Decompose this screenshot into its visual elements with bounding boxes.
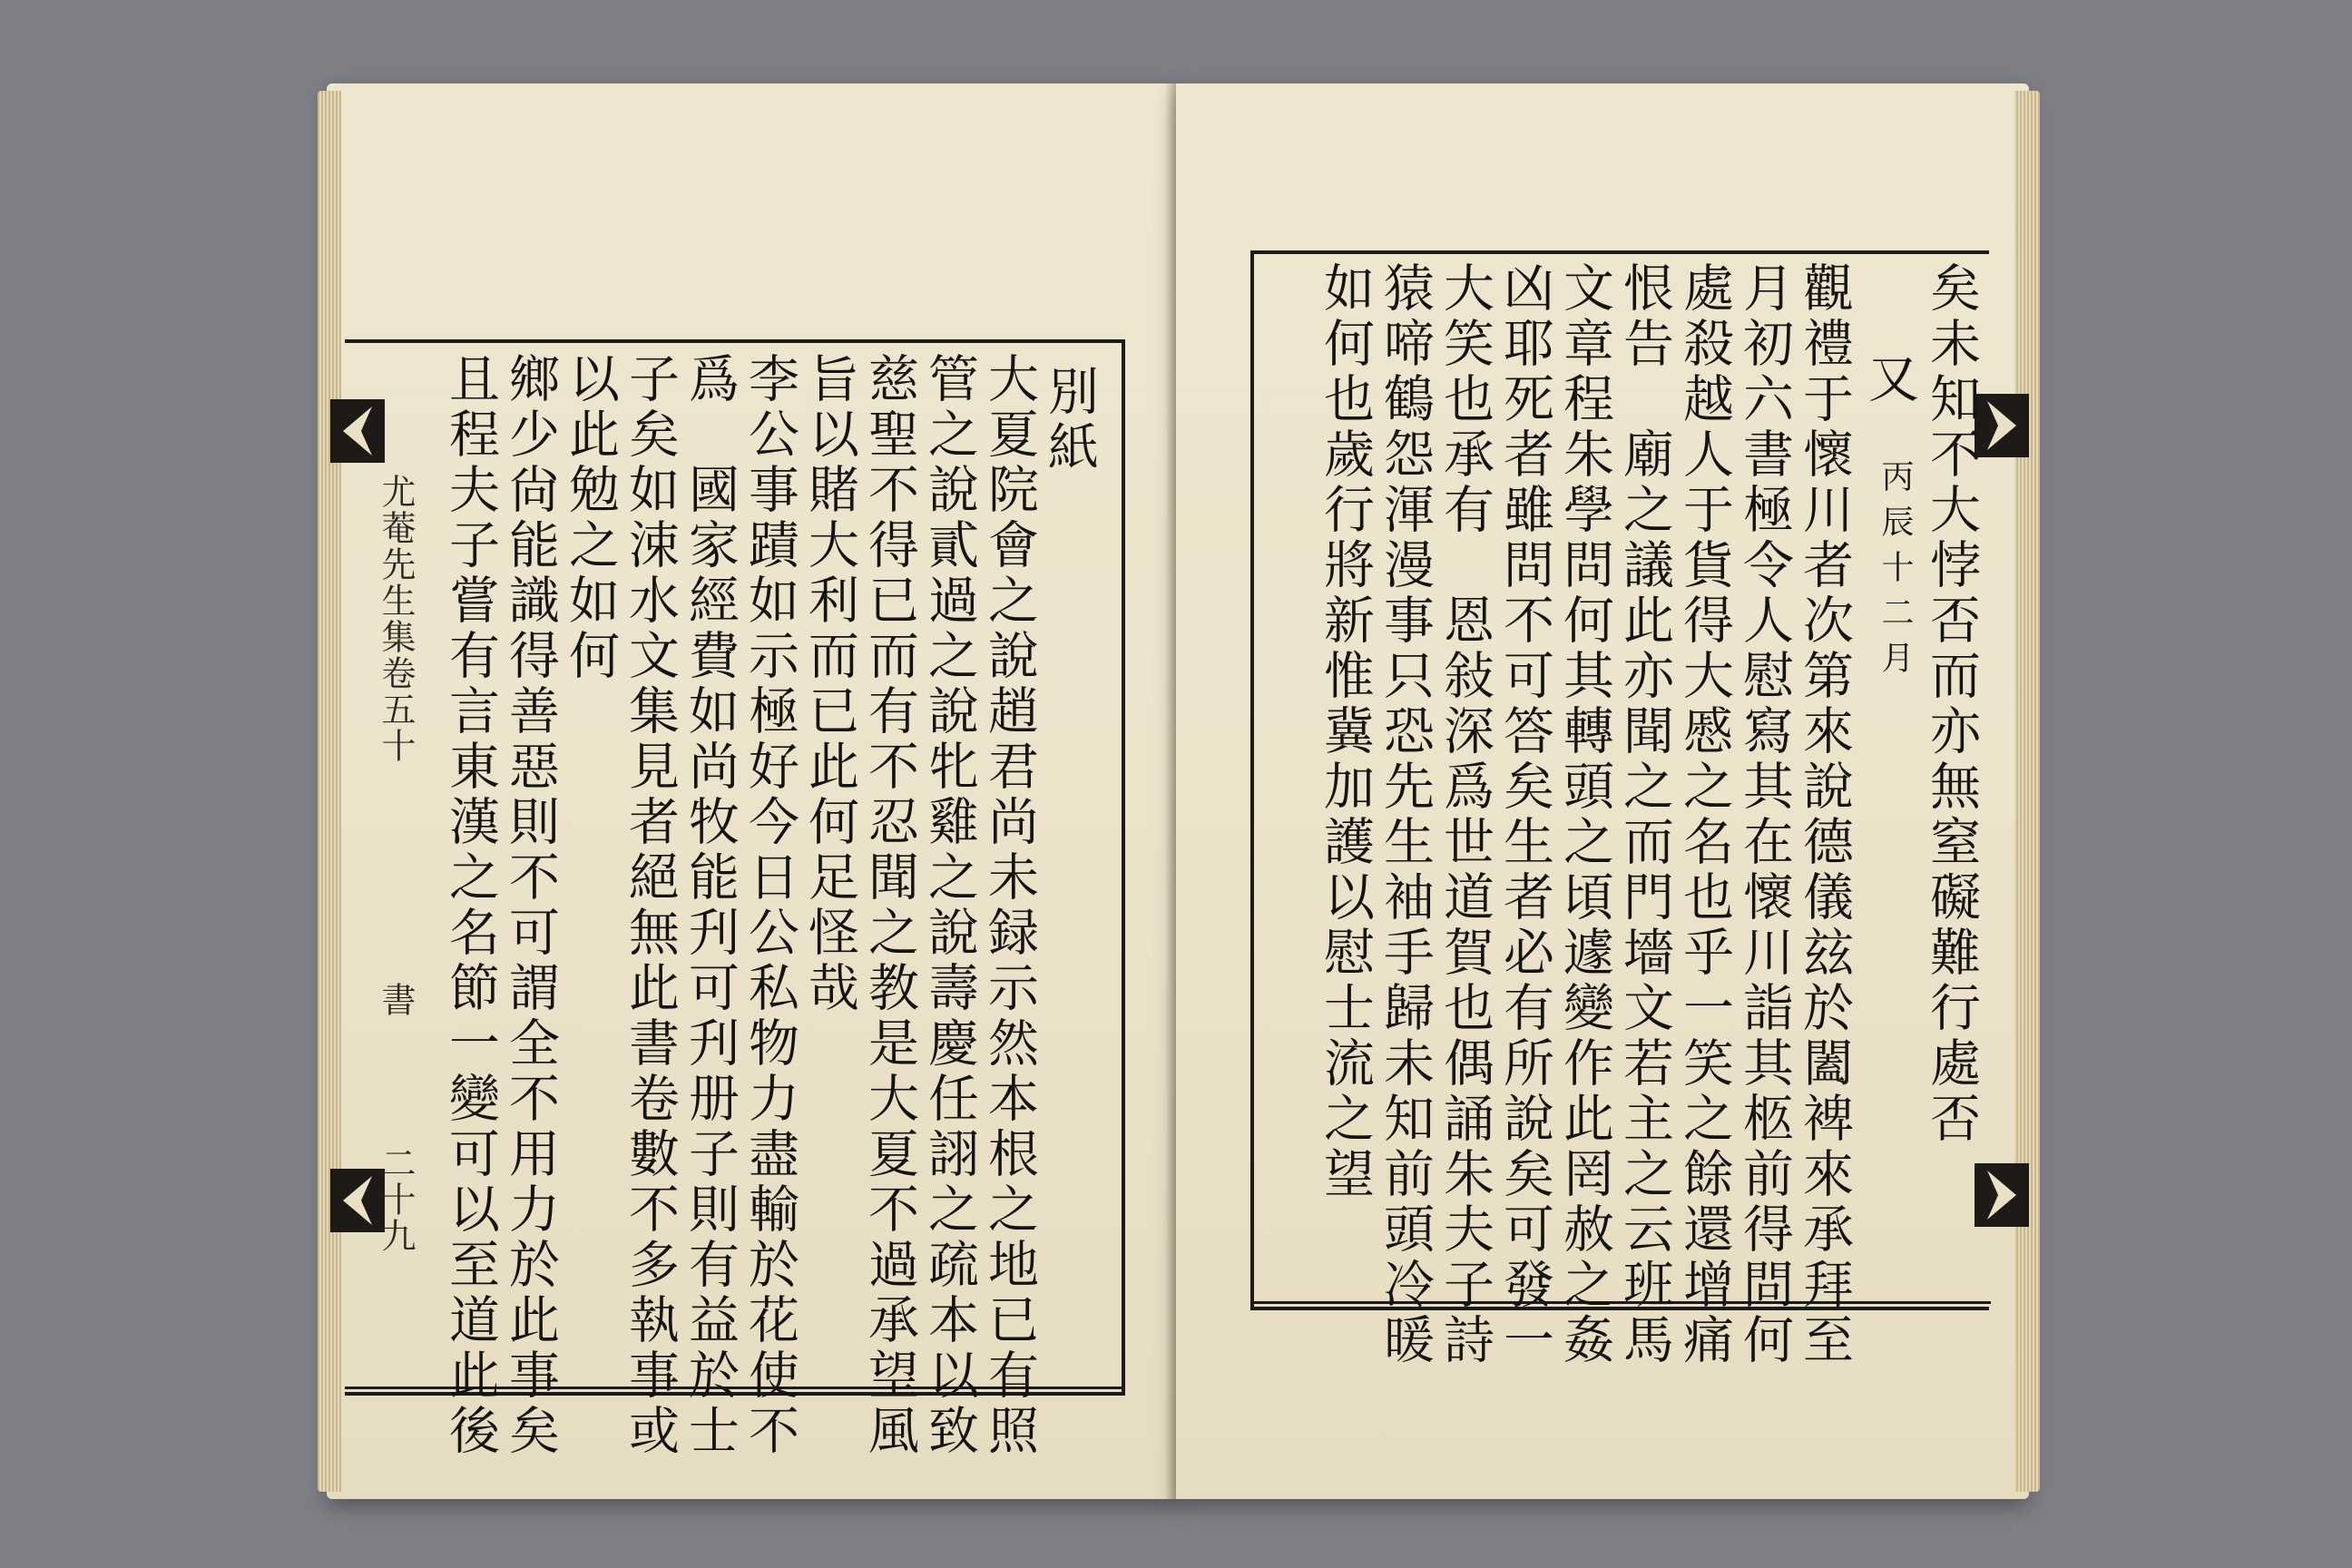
text-column: 爲 國家經費如尚牧能刋可刋册子則有益於士 (681, 352, 740, 1459)
text-column: 猿啼鶴怨渾漫事只恐先生袖手歸未知前頭冷暖 (1376, 261, 1435, 1368)
text-column: 子矣如涑水文集見者絕無此書卷數不多執事或 (621, 352, 680, 1459)
text-column: 如何也歲行將新惟冀加護以慰士流之望 (1316, 261, 1375, 1202)
text-column: 凶耶死者雖問不可答矣生者必有所說矣可發一 (1495, 261, 1554, 1368)
text-column: 矣未知不大悖否而亦無窒礙難行處否 (1922, 261, 1981, 1147)
section-title: 又 (1860, 352, 1919, 407)
text-column: 且程夫子嘗有言東漢之名節一變可以至道此後 (441, 352, 500, 1459)
text-column: 旨以賭大利而已此何足怪哉 (800, 352, 859, 1016)
text-column: 恨告 廟之議此亦聞之而門墻文若主之云班馬 (1615, 261, 1674, 1368)
margin-page-number: 二十九 (376, 1145, 416, 1254)
text-column: 鄉少尙能識得善惡則不可謂全不用力於此事矣 (501, 352, 560, 1459)
fishtail-icon (1975, 394, 2029, 457)
margin-book-title: 尤菴先生集卷五十 (376, 474, 416, 764)
fishtail-icon (330, 399, 385, 463)
text-column: 觀禮于懷川者次第來說德儀玆於闔裨來承拜至 (1795, 261, 1854, 1368)
page-edges-right (2014, 91, 2040, 1492)
text-column: 以此勉之如何 (561, 352, 620, 684)
text-column: 李公事蹟如示極好今日公私物力盡輸於花使不 (740, 352, 799, 1459)
right-page (1176, 83, 2029, 1499)
text-column: 管之說貳過之說牝雞之說壽慶任詡之疏本以致 (920, 352, 979, 1459)
text-column: 月初六書極令人慰寫其在懷川詣其柩前得問何 (1735, 261, 1794, 1368)
text-column: 慈聖不得已而有不忍聞之教是大夏不過承望風 (860, 352, 919, 1459)
open-book (327, 83, 2029, 1499)
text-column: 處殺越人于貨得大慼之名也乎一笑之餘還增痛 (1675, 261, 1734, 1368)
text-column: 大夏院會之說趙君尚未録示然本根之地已有照 (980, 352, 1039, 1459)
date-note: 丙辰十二月 (1877, 459, 1914, 686)
margin-category: 書 (376, 982, 416, 1018)
left-page (327, 83, 1180, 1499)
page-edges-left (318, 91, 341, 1492)
text-column: 大笑也承有 恩敍深爲世道賀也偶誦朱夫子詩 (1436, 261, 1494, 1368)
fishtail-icon (1975, 1163, 2029, 1227)
section-title: 別紙 (1040, 365, 1099, 475)
text-column: 文章程朱學問何其轉頭之頃遽變作此罔赦之姦 (1555, 261, 1614, 1368)
